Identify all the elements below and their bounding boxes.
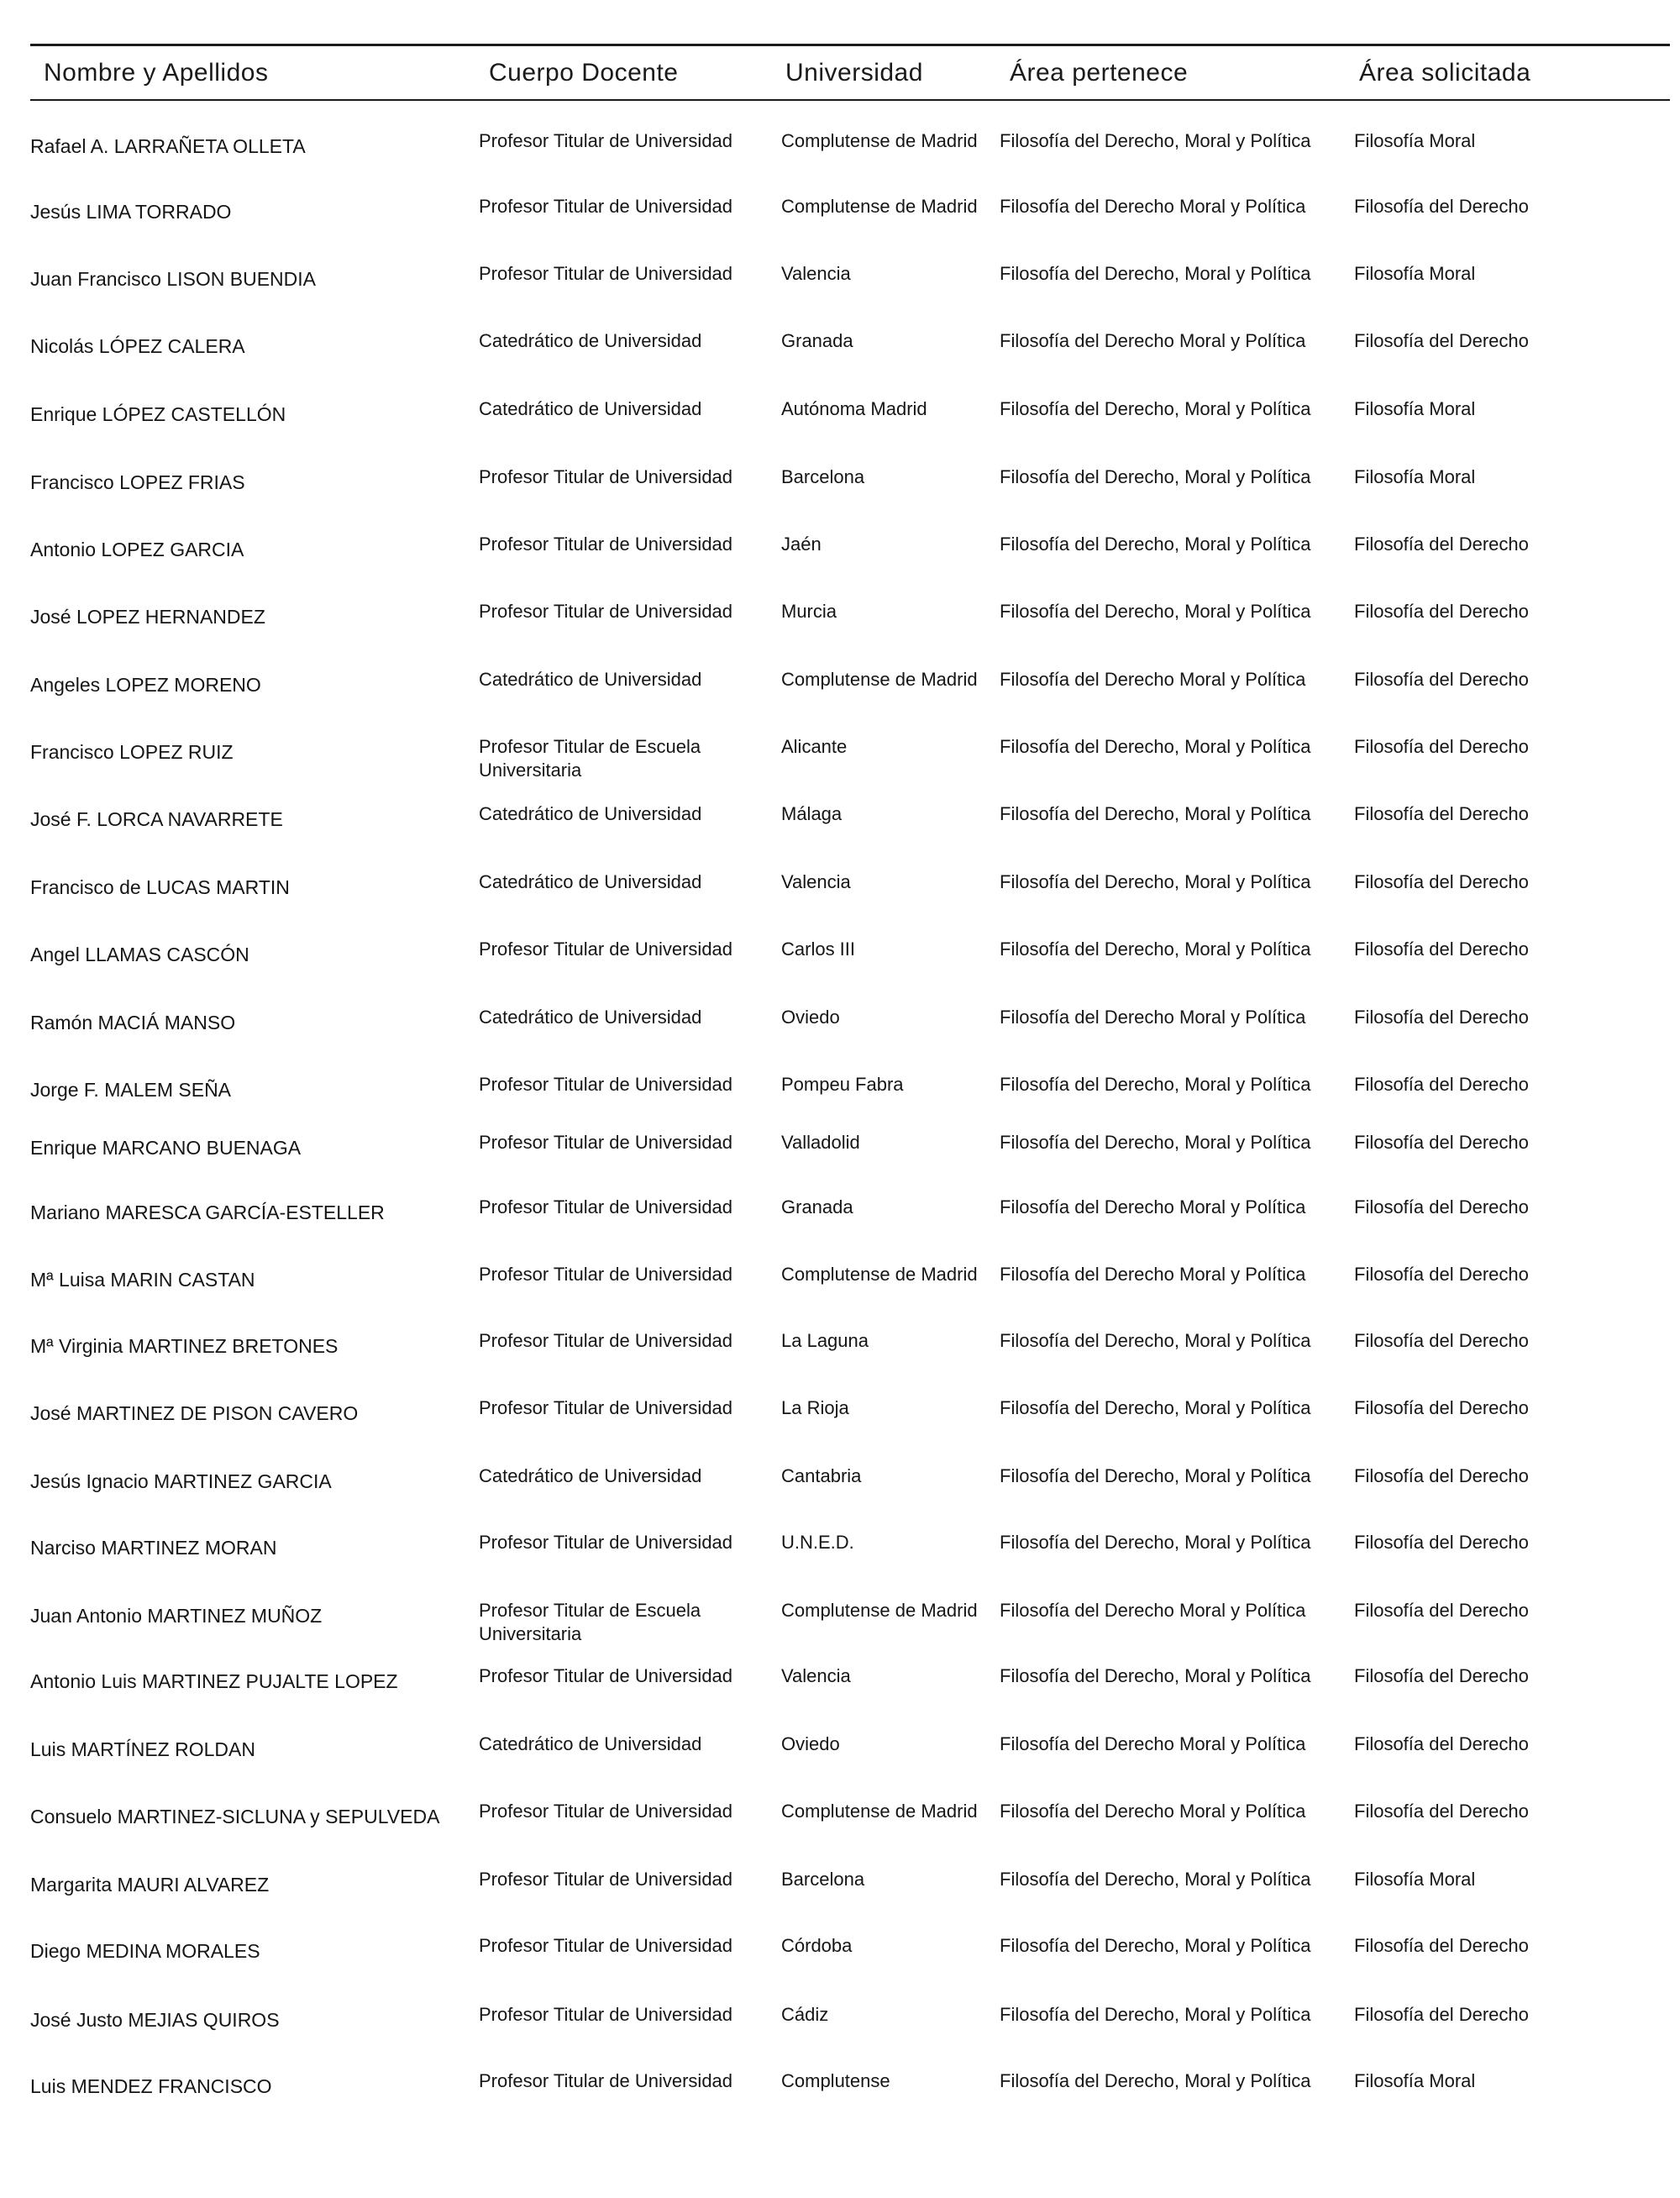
cell-nombre: Ramón MACIÁ MANSO — [30, 1012, 236, 1033]
cell-area-solicitada: Filosofía Moral — [1354, 466, 1476, 487]
cell-area-pertenece: Filosofía del Derecho, Moral y Política — [1000, 1869, 1311, 1890]
table-row — [0, 1263, 1680, 1330]
cell-area-solicitada: Filosofía del Derecho — [1354, 1132, 1529, 1153]
cell-universidad: U.N.E.D. — [781, 1532, 854, 1553]
cell-cuerpo: Profesor Titular de Universidad — [479, 1264, 733, 1285]
table-row — [0, 129, 1680, 197]
cell-universidad: La Laguna — [781, 1330, 869, 1351]
cell-area-pertenece: Filosofía del Derecho Moral y Política — [1000, 1733, 1306, 1754]
cell-universidad: Valladolid — [781, 1132, 860, 1153]
cell-nombre: Rafael A. LARRAÑETA OLLETA — [30, 135, 306, 157]
cell-universidad: Complutense de Madrid — [781, 669, 978, 690]
cell-cuerpo: Profesor Titular de Universidad — [479, 466, 733, 487]
table-row — [0, 1531, 1680, 1598]
cell-nombre: Antonio Luis MARTINEZ PUJALTE LOPEZ — [30, 1670, 398, 1692]
cell-universidad: Cantabria — [781, 1465, 862, 1486]
cell-cuerpo: Profesor Titular de Universidad — [479, 601, 733, 622]
cell-nombre: Francisco LOPEZ RUIZ — [30, 741, 234, 763]
cell-area-pertenece: Filosofía del Derecho, Moral y Política — [1000, 130, 1311, 151]
cell-cuerpo: Profesor Titular de Universidad — [479, 130, 733, 151]
cell-area-pertenece: Filosofía del Derecho, Moral y Política — [1000, 534, 1311, 555]
cell-area-solicitada: Filosofía Moral — [1354, 2070, 1476, 2091]
cell-area-pertenece: Filosofía del Derecho, Moral y Política — [1000, 871, 1311, 892]
cell-nombre: Narciso MARTINEZ MORAN — [30, 1537, 277, 1559]
cell-area-pertenece: Filosofía del Derecho, Moral y Política — [1000, 803, 1311, 824]
cell-universidad: Complutense de Madrid — [781, 196, 978, 217]
cell-area-pertenece: Filosofía del Derecho, Moral y Política — [1000, 736, 1311, 757]
table-row — [0, 1329, 1680, 1396]
cell-nombre: Mª Luisa MARIN CASTAN — [30, 1269, 255, 1291]
cell-universidad: Cádiz — [781, 2004, 829, 2025]
cell-area-solicitada: Filosofía del Derecho — [1354, 1600, 1529, 1621]
cell-area-solicitada: Filosofía del Derecho — [1354, 1397, 1529, 1418]
table-row — [0, 2069, 1680, 2137]
table-row — [0, 1800, 1680, 1867]
cell-universidad: Barcelona — [781, 1869, 865, 1890]
cell-universidad: Córdoba — [781, 1935, 853, 1956]
table-row — [0, 1599, 1680, 1666]
cell-area-pertenece: Filosofía del Derecho Moral y Política — [1000, 330, 1306, 351]
cell-area-solicitada: Filosofía del Derecho — [1354, 1007, 1529, 1028]
cell-area-solicitada: Filosofía Moral — [1354, 398, 1476, 419]
table-row — [0, 195, 1680, 262]
cell-cuerpo: Profesor Titular de Universidad — [479, 1074, 733, 1095]
cell-universidad: Carlos III — [781, 939, 856, 960]
cell-nombre: José MARTINEZ DE PISON CAVERO — [30, 1402, 359, 1424]
cell-area-pertenece: Filosofía del Derecho, Moral y Política — [1000, 1330, 1311, 1351]
cell-area-pertenece: Filosofía del Derecho, Moral y Política — [1000, 263, 1311, 284]
cell-area-solicitada: Filosofía del Derecho — [1354, 1801, 1529, 1822]
cell-cuerpo: Catedrático de Universidad — [479, 803, 702, 824]
cell-nombre: Jorge F. MALEM SEÑA — [30, 1079, 232, 1101]
cell-area-solicitada: Filosofía del Derecho — [1354, 1196, 1529, 1217]
cell-nombre: José LOPEZ HERNANDEZ — [30, 606, 265, 628]
cell-area-solicitada: Filosofía Moral — [1354, 263, 1476, 284]
cell-universidad: Complutense de Madrid — [781, 1264, 978, 1285]
table-row — [0, 1131, 1680, 1198]
cell-universidad: Granada — [781, 1196, 853, 1217]
table-row — [0, 668, 1680, 735]
header-area-solicitada: Área solicitada — [1359, 59, 1531, 87]
cell-area-solicitada: Filosofía del Derecho — [1354, 803, 1529, 824]
header-rule — [30, 99, 1670, 101]
cell-nombre: Juan Francisco LISON BUENDIA — [30, 268, 317, 290]
cell-nombre: Angeles LOPEZ MORENO — [30, 674, 261, 696]
table-row — [0, 1196, 1680, 1263]
table-row — [0, 2003, 1680, 2070]
cell-area-pertenece: Filosofía del Derecho, Moral y Política — [1000, 466, 1311, 487]
cell-area-solicitada: Filosofía del Derecho — [1354, 1074, 1529, 1095]
table-row — [0, 600, 1680, 667]
cell-cuerpo: Catedrático de Universidad — [479, 330, 702, 351]
cell-area-pertenece: Filosofía del Derecho, Moral y Política — [1000, 1132, 1311, 1153]
table-row — [0, 1006, 1680, 1073]
cell-universidad: Valencia — [781, 1665, 851, 1686]
cell-universidad: Granada — [781, 330, 853, 351]
cell-nombre: Nicolás LÓPEZ CALERA — [30, 335, 245, 357]
cell-area-pertenece: Filosofía del Derecho Moral y Política — [1000, 1264, 1306, 1285]
cell-area-solicitada: Filosofía del Derecho — [1354, 196, 1529, 217]
header-area-pertenece: Área pertenece — [1010, 59, 1189, 87]
cell-universidad: Málaga — [781, 803, 843, 824]
cell-area-pertenece: Filosofía del Derecho, Moral y Política — [1000, 939, 1311, 960]
cell-nombre: Jesús Ignacio MARTINEZ GARCIA — [30, 1470, 332, 1492]
cell-area-pertenece: Filosofía del Derecho Moral y Política — [1000, 1801, 1306, 1822]
cell-area-solicitada: Filosofía del Derecho — [1354, 1264, 1529, 1285]
cell-cuerpo: Profesor Titular de Universidad — [479, 1665, 733, 1686]
cell-cuerpo: Profesor Titular de Universidad — [479, 2004, 733, 2025]
table-row — [0, 1733, 1680, 1800]
cell-area-solicitada: Filosofía del Derecho — [1354, 1465, 1529, 1486]
cell-universidad: Oviedo — [781, 1733, 840, 1754]
table-row — [0, 802, 1680, 870]
cell-area-pertenece: Filosofía del Derecho, Moral y Política — [1000, 1532, 1311, 1553]
cell-universidad: Murcia — [781, 601, 837, 622]
cell-area-solicitada: Filosofía Moral — [1354, 130, 1476, 151]
cell-area-solicitada: Filosofía del Derecho — [1354, 601, 1529, 622]
cell-area-pertenece: Filosofía del Derecho Moral y Política — [1000, 1007, 1306, 1028]
cell-universidad: La Rioja — [781, 1397, 849, 1418]
cell-area-solicitada: Filosofía Moral — [1354, 1869, 1476, 1890]
cell-nombre: Mª Virginia MARTINEZ BRETONES — [30, 1335, 339, 1357]
cell-area-pertenece: Filosofía del Derecho, Moral y Política — [1000, 601, 1311, 622]
cell-nombre: Luis MENDEZ FRANCISCO — [30, 2075, 272, 2097]
cell-area-solicitada: Filosofía del Derecho — [1354, 330, 1529, 351]
cell-area-pertenece: Filosofía del Derecho Moral y Política — [1000, 196, 1306, 217]
table-row — [0, 735, 1680, 802]
table-row — [0, 1396, 1680, 1464]
table-row — [0, 1868, 1680, 1935]
cell-nombre: Juan Antonio MARTINEZ MUÑOZ — [30, 1605, 323, 1627]
cell-area-pertenece: Filosofía del Derecho, Moral y Política — [1000, 2070, 1311, 2091]
cell-cuerpo: Catedrático de Universidad — [479, 871, 702, 892]
cell-nombre: Mariano MARESCA GARCÍA-ESTELLER — [30, 1202, 385, 1223]
cell-cuerpo: Profesor Titular de Universidad — [479, 939, 733, 960]
table-row — [0, 397, 1680, 465]
cell-cuerpo: Profesor Titular de Escuela Universitaria — [479, 1600, 701, 1644]
cell-cuerpo: Profesor Titular de Universidad — [479, 1801, 733, 1822]
cell-area-solicitada: Filosofía del Derecho — [1354, 669, 1529, 690]
cell-area-pertenece: Filosofía del Derecho Moral y Política — [1000, 1600, 1306, 1621]
top-rule — [30, 44, 1670, 46]
cell-cuerpo: Catedrático de Universidad — [479, 1733, 702, 1754]
cell-nombre: Enrique LÓPEZ CASTELLÓN — [30, 403, 286, 425]
cell-area-pertenece: Filosofía del Derecho, Moral y Política — [1000, 1665, 1311, 1686]
table-row — [0, 1934, 1680, 2001]
cell-area-solicitada: Filosofía del Derecho — [1354, 534, 1529, 555]
cell-cuerpo: Profesor Titular de Universidad — [479, 196, 733, 217]
cell-area-pertenece: Filosofía del Derecho, Moral y Política — [1000, 1935, 1311, 1956]
cell-nombre: Jesús LIMA TORRADO — [30, 201, 232, 223]
table-row — [0, 262, 1680, 329]
header-universidad: Universidad — [785, 59, 923, 87]
table-row — [0, 938, 1680, 1005]
cell-area-pertenece: Filosofía del Derecho Moral y Política — [1000, 1196, 1306, 1217]
cell-area-solicitada: Filosofía del Derecho — [1354, 736, 1529, 757]
cell-area-solicitada: Filosofía del Derecho — [1354, 1532, 1529, 1553]
header-cuerpo: Cuerpo Docente — [489, 59, 679, 87]
table-row — [0, 870, 1680, 938]
cell-area-solicitada: Filosofía del Derecho — [1354, 1665, 1529, 1686]
cell-universidad: Valencia — [781, 263, 851, 284]
cell-cuerpo: Profesor Titular de Universidad — [479, 534, 733, 555]
cell-area-solicitada: Filosofía del Derecho — [1354, 1935, 1529, 1956]
cell-area-pertenece: Filosofía del Derecho Moral y Política — [1000, 669, 1306, 690]
cell-area-pertenece: Filosofía del Derecho, Moral y Política — [1000, 1465, 1311, 1486]
cell-cuerpo: Profesor Titular de Universidad — [479, 1397, 733, 1418]
cell-nombre: Luis MARTÍNEZ ROLDAN — [30, 1738, 255, 1760]
cell-cuerpo: Profesor Titular de Universidad — [479, 1935, 733, 1956]
cell-nombre: Diego MEDINA MORALES — [30, 1940, 260, 1962]
cell-area-solicitada: Filosofía del Derecho — [1354, 1733, 1529, 1754]
cell-area-pertenece: Filosofía del Derecho, Moral y Política — [1000, 398, 1311, 419]
cell-area-pertenece: Filosofía del Derecho, Moral y Política — [1000, 2004, 1311, 2025]
cell-cuerpo: Catedrático de Universidad — [479, 1465, 702, 1486]
cell-universidad: Oviedo — [781, 1007, 840, 1028]
table-row — [0, 465, 1680, 533]
cell-nombre: Consuelo MARTINEZ-SICLUNA y SEPULVEDA — [30, 1806, 440, 1827]
cell-universidad: Complutense — [781, 2070, 890, 2091]
cell-area-solicitada: Filosofía del Derecho — [1354, 939, 1529, 960]
cell-universidad: Pompeu Fabra — [781, 1074, 904, 1095]
cell-cuerpo: Profesor Titular de Universidad — [479, 1132, 733, 1153]
cell-nombre: José Justo MEJIAS QUIROS — [30, 2009, 280, 2031]
cell-nombre: Francisco LOPEZ FRIAS — [30, 471, 245, 493]
cell-nombre: Margarita MAURI ALVAREZ — [30, 1874, 270, 1896]
cell-cuerpo: Catedrático de Universidad — [479, 1007, 702, 1028]
cell-universidad: Complutense de Madrid — [781, 130, 978, 151]
cell-universidad: Alicante — [781, 736, 848, 757]
cell-cuerpo: Profesor Titular de Escuela Universitaria — [479, 736, 701, 781]
cell-cuerpo: Profesor Titular de Universidad — [479, 2070, 733, 2091]
cell-area-solicitada: Filosofía del Derecho — [1354, 1330, 1529, 1351]
header-nombre: Nombre y Apellidos — [44, 59, 269, 87]
cell-nombre: Antonio LOPEZ GARCIA — [30, 539, 244, 560]
cell-area-pertenece: Filosofía del Derecho, Moral y Política — [1000, 1074, 1311, 1095]
cell-cuerpo: Profesor Titular de Universidad — [479, 1532, 733, 1553]
cell-nombre: Enrique MARCANO BUENAGA — [30, 1137, 302, 1159]
table-row — [0, 329, 1680, 397]
cell-area-solicitada: Filosofía del Derecho — [1354, 2004, 1529, 2025]
cell-area-solicitada: Filosofía del Derecho — [1354, 871, 1529, 892]
table-row — [0, 1464, 1680, 1532]
table-row — [0, 533, 1680, 600]
cell-nombre: Francisco de LUCAS MARTIN — [30, 876, 290, 898]
table-row — [0, 1664, 1680, 1732]
cell-universidad: Complutense de Madrid — [781, 1600, 978, 1621]
cell-nombre: José F. LORCA NAVARRETE — [30, 808, 283, 830]
cell-cuerpo: Catedrático de Universidad — [479, 398, 702, 419]
cell-cuerpo: Profesor Titular de Universidad — [479, 1869, 733, 1890]
cell-cuerpo: Profesor Titular de Universidad — [479, 263, 733, 284]
cell-universidad: Autónoma Madrid — [781, 398, 927, 419]
cell-universidad: Jaén — [781, 534, 822, 555]
cell-nombre: Angel LLAMAS CASCÓN — [30, 944, 249, 965]
cell-area-pertenece: Filosofía del Derecho, Moral y Política — [1000, 1397, 1311, 1418]
table-row — [0, 1073, 1680, 1140]
cell-cuerpo: Profesor Titular de Universidad — [479, 1196, 733, 1217]
cell-universidad: Valencia — [781, 871, 851, 892]
cell-universidad: Barcelona — [781, 466, 865, 487]
cell-universidad: Complutense de Madrid — [781, 1801, 978, 1822]
cell-cuerpo: Profesor Titular de Universidad — [479, 1330, 733, 1351]
cell-cuerpo: Catedrático de Universidad — [479, 669, 702, 690]
